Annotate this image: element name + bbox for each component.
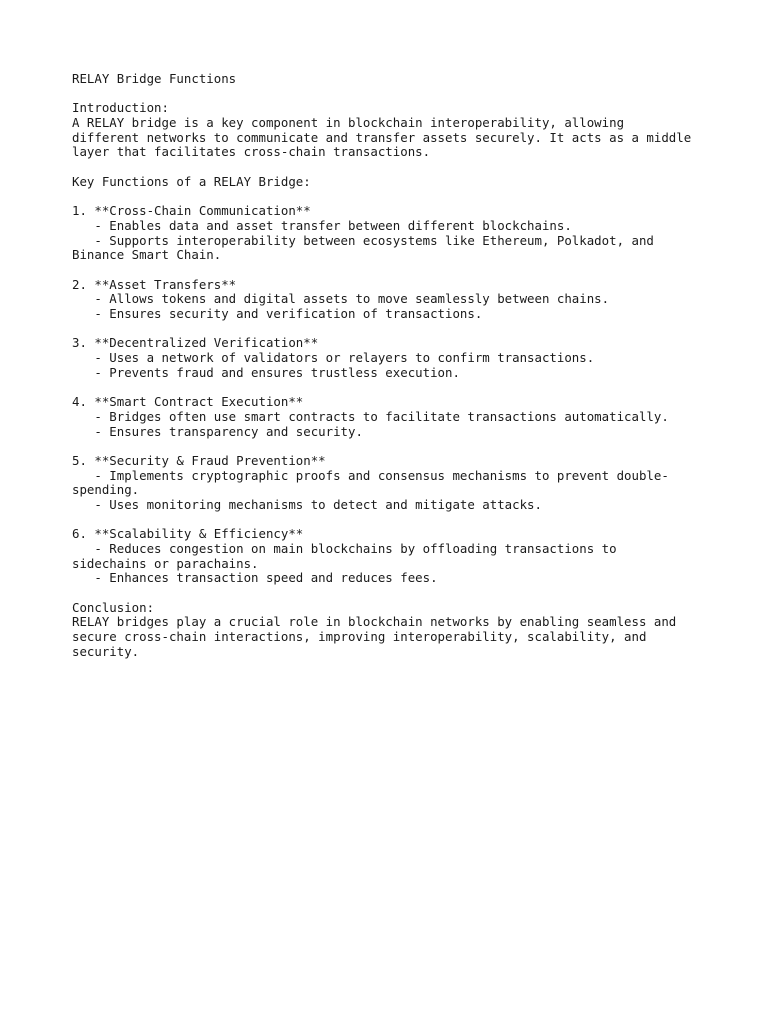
function-item-line: - Uses monitoring mechanisms to detect and mitigate attacks. xyxy=(72,496,542,512)
blank-line xyxy=(72,87,712,102)
function-item-line: Binance Smart Chain. xyxy=(72,247,222,263)
function-item-line: - Ensures security and verification of transactions. xyxy=(72,306,483,321)
function-item-smart-contract xyxy=(72,395,712,439)
function-item-title: 5. **Security & Fraud Prevention** xyxy=(72,452,326,468)
function-item-line: - Ensures transparency and security. xyxy=(72,423,363,439)
function-item-line: - Reduces congestion on main blockchains by offloading transactions to xyxy=(72,541,617,556)
function-item-title: 6. **Scalability & Efficiency** xyxy=(72,526,304,542)
function-item-line: - Implements cryptographic proofs and consensus mechanisms to prevent double- xyxy=(72,467,669,483)
function-item-title: 2. **Asset Transfers** xyxy=(72,276,237,292)
blank-line xyxy=(72,263,712,278)
document-body xyxy=(72,72,712,660)
function-item-title: 3. **Decentralized Verification** xyxy=(72,335,319,351)
conclusion-heading: Conclusion: xyxy=(72,599,155,615)
function-item-line: - Bridges often use smart contracts to facilitate transactions automatically. xyxy=(72,408,669,424)
function-item-title: 4. **Smart Contract Execution** xyxy=(72,394,304,410)
key-functions-heading: Key Functions of a RELAY Bridge: xyxy=(72,173,311,189)
function-item-scalability xyxy=(72,527,712,586)
intro-line: layer that facilitates cross-chain transactions. xyxy=(72,144,431,160)
function-item-line: - Uses a network of validators or relayers to confirm transactions. xyxy=(72,350,595,366)
blank-line xyxy=(72,513,712,528)
function-item-line: - Allows tokens and digital assets to move seamlessly between chains. xyxy=(72,291,610,307)
function-item-asset-transfers xyxy=(72,278,712,322)
intro-heading: Introduction: xyxy=(72,100,169,116)
function-item-cross-chain xyxy=(72,204,712,263)
blank-line xyxy=(72,439,712,454)
conclusion-line: RELAY bridges play a crucial role in blockchain networks by enabling seamless and xyxy=(72,614,677,630)
function-item-line: - Enables data and asset transfer between different blockchains. xyxy=(72,217,572,233)
blank-line xyxy=(72,160,712,175)
conclusion-line: security. xyxy=(72,643,140,659)
document-title: RELAY Bridge Functions xyxy=(72,71,237,86)
blank-line xyxy=(72,190,712,205)
intro-line: different networks to communicate and transfer assets securely. It acts as a middle xyxy=(72,129,692,145)
function-item-line: sidechains or parachains. xyxy=(72,555,259,571)
conclusion-line: secure cross-chain interactions, improving interoperability, scalability, and xyxy=(72,629,647,645)
blank-line xyxy=(72,586,712,601)
blank-line xyxy=(72,380,712,395)
function-item-decentralized-verification xyxy=(72,336,712,380)
function-item-line: spending. xyxy=(72,482,140,498)
function-item-line: - Prevents fraud and ensures trustless execution. xyxy=(72,364,460,380)
function-item-title: 1. **Cross-Chain Communication** xyxy=(72,203,311,219)
function-item-line: - Enhances transaction speed and reduces fees. xyxy=(72,570,438,586)
blank-line xyxy=(72,322,712,337)
function-item-security xyxy=(72,454,712,513)
intro-line: A RELAY bridge is a key component in blockchain interoperability, allowing xyxy=(72,115,625,131)
function-item-line: - Supports interoperability between ecosystems like Ethereum, Polkadot, and xyxy=(72,232,654,248)
